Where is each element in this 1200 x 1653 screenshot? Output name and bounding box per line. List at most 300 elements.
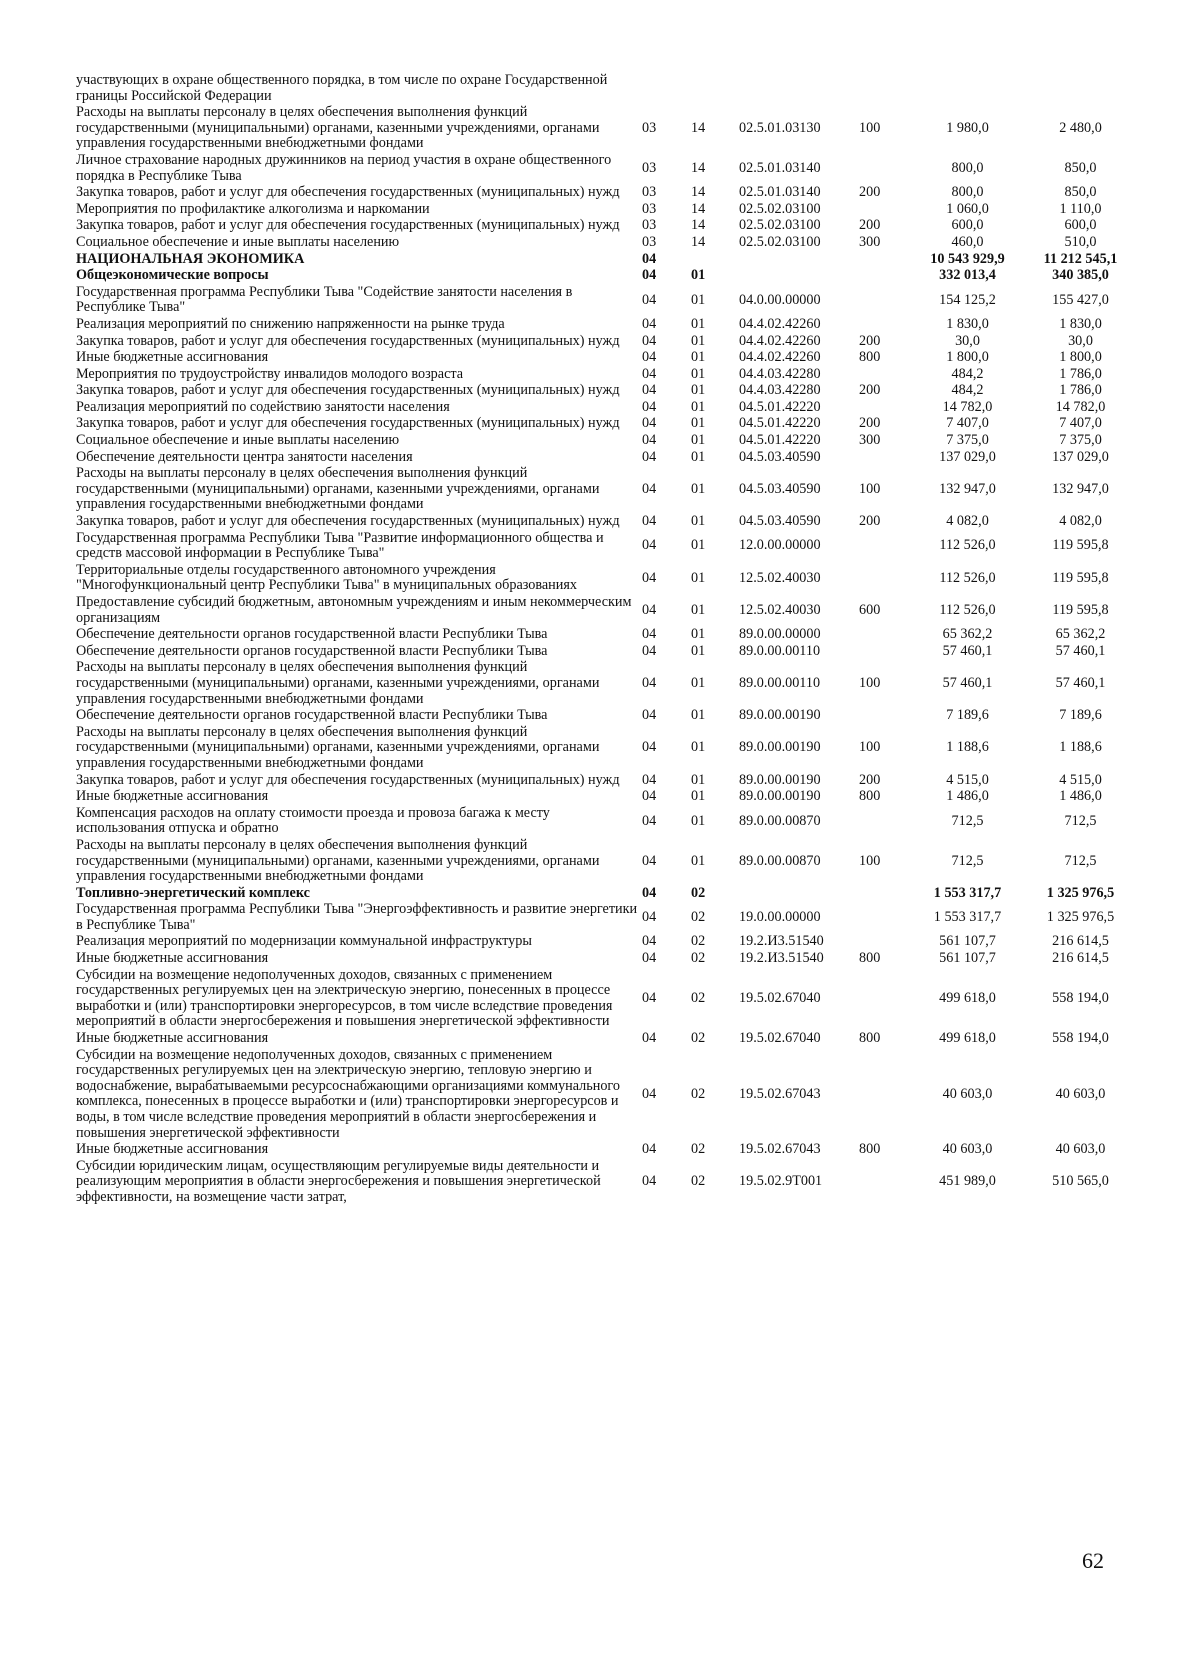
table-row	[76, 627, 1137, 644]
amount-year-2: 11 212 545,1	[1043, 250, 1118, 267]
target-article-code: 02.5.02.03100	[739, 233, 821, 250]
amount-year-1	[911, 73, 1024, 105]
table-row	[76, 1159, 1137, 1207]
target-article-code: 02.5.02.03100	[739, 200, 821, 217]
table-row	[76, 252, 1137, 269]
table-row	[76, 416, 1137, 433]
target-article-code: 04.5.01.42220	[739, 398, 821, 415]
amount-year-1: 40 603,0	[942, 1085, 993, 1102]
section-code: 04	[642, 569, 657, 586]
table-row	[76, 514, 1137, 531]
amount-year-1: 40 603,0	[942, 1141, 993, 1158]
section-code: 03	[642, 217, 657, 234]
row-name: Мероприятия по трудоустройству инвалидов молодого возраста	[76, 365, 464, 382]
table-row	[76, 595, 1137, 627]
expense-type-code: 100	[859, 480, 881, 497]
expense-type-code	[859, 806, 911, 838]
expense-type-code	[859, 968, 911, 1031]
row-name: Закупка товаров, работ и услуг для обеспечения государственных (муниципальных) нужд	[76, 771, 620, 788]
expense-type-code: 200	[859, 382, 881, 399]
table-row	[76, 789, 1137, 806]
table-row	[76, 73, 1137, 105]
expense-type-code	[859, 400, 911, 417]
subsection-code: 02	[691, 1141, 706, 1158]
amount-year-2: 57 460,1	[1055, 674, 1106, 691]
amount-year-1: 4 515,0	[946, 771, 989, 788]
subsection-code: 01	[691, 739, 706, 756]
section-code: 04	[642, 601, 657, 618]
amount-year-2: 1 486,0	[1059, 788, 1102, 805]
target-article-code: 89.0.00.00000	[739, 626, 821, 643]
table-row	[76, 367, 1137, 384]
table-row	[76, 285, 1137, 317]
subsection-code: 02	[691, 909, 706, 926]
amount-year-1: 112 526,0	[939, 537, 996, 554]
expense-type-code	[859, 627, 911, 644]
expense-type-code: 200	[859, 332, 881, 349]
target-article-code: 04.4.03.42280	[739, 382, 821, 399]
subsection-code: 14	[691, 159, 706, 176]
row-name: Иные бюджетные ассигнования	[76, 1030, 269, 1047]
subsection-code: 01	[691, 601, 706, 618]
subsection-code: 01	[691, 332, 706, 349]
expense-type-code: 200	[859, 513, 881, 530]
expense-type-code	[859, 902, 911, 934]
row-name: Закупка товаров, работ и услуг для обеспечения государственных (муниципальных) нужд	[76, 415, 620, 432]
expense-type-code: 200	[859, 415, 881, 432]
row-name: участвующих в охране общественного порядка, в том числе по охране Государственной границы Российской Федерации	[76, 72, 608, 104]
section-code: 04	[642, 480, 657, 497]
subsection-code: 01	[691, 267, 706, 284]
amount-year-2: 65 362,2	[1055, 626, 1106, 643]
amount-year-2: 2 480,0	[1059, 119, 1102, 136]
amount-year-2: 1 325 976,5	[1046, 884, 1115, 901]
table-row	[76, 105, 1137, 153]
target-article-code: 89.0.00.00190	[739, 771, 821, 788]
amount-year-1: 712,5	[951, 812, 984, 829]
row-name: Государственная программа Республики Тыва "Содействие занятости населения в Республике Тыва"	[76, 283, 573, 316]
section-code	[642, 73, 691, 105]
section-code: 04	[642, 990, 657, 1007]
expense-type-code: 100	[859, 852, 881, 869]
amount-year-2: 14 782,0	[1055, 398, 1106, 415]
amount-year-2: 1 830,0	[1059, 315, 1102, 332]
subsection-code: 02	[691, 1030, 706, 1047]
target-article-code: 04.4.03.42280	[739, 365, 821, 382]
table-row	[76, 268, 1137, 285]
section-code: 04	[642, 933, 657, 950]
target-article-code: 02.5.01.03130	[739, 119, 821, 136]
section-code: 04	[642, 1085, 657, 1102]
amount-year-2: 119 595,8	[1052, 569, 1109, 586]
table-row	[76, 1048, 1137, 1143]
table-row	[76, 934, 1137, 951]
target-article-code: 02.5.02.03100	[739, 217, 821, 234]
section-code: 03	[642, 119, 657, 136]
amount-year-1: 1 553 317,7	[933, 909, 1002, 926]
amount-year-1: 499 618,0	[939, 990, 996, 1007]
row-name: Закупка товаров, работ и услуг для обеспечения государственных (муниципальных) нужд	[76, 332, 620, 349]
amount-year-2	[1024, 73, 1137, 105]
amount-year-1: 1 188,6	[946, 739, 989, 756]
section-code: 03	[642, 184, 657, 201]
table-row	[76, 450, 1137, 467]
amount-year-2: 119 595,8	[1052, 601, 1109, 618]
row-name: Предоставление субсидий бюджетным, автономным учреждениям и иным некоммерческим организациям	[76, 594, 632, 626]
table-row	[76, 806, 1137, 838]
table-row	[76, 350, 1137, 367]
table-row	[76, 563, 1137, 595]
target-article-code: 04.5.01.42220	[739, 415, 821, 432]
amount-year-1: 1 553 317,7	[933, 884, 1002, 901]
table-row	[76, 433, 1137, 450]
section-code: 04	[642, 950, 657, 967]
subsection-code: 01	[691, 349, 706, 366]
row-name: Расходы на выплаты персоналу в целях обеспечения выполнения функций государственными (муниципальными) органами, казенными учреждениями, органами управления государственными внебюджетными фондами	[76, 723, 600, 771]
table-row	[76, 531, 1137, 563]
subsection-code	[691, 252, 739, 269]
amount-year-1: 600,0	[951, 217, 984, 234]
expense-type-code	[859, 563, 911, 595]
section-code: 04	[642, 1141, 657, 1158]
expense-type-code	[859, 252, 911, 269]
row-name: Субсидии на возмещение недополученных доходов, связанных с применением государственных регулируемых цен на электрическую энергию, тепловую энергию и водоснабжение, вырабатываемыми ресурсоснабжающими организациями коммунального комплекса, понесенных в процессе выработки и (или) транспортировки энергоресурсов и воды, в том числе вследствие проведения мероприятий в области энергосбережения и повышения энергетической эффективности	[76, 1046, 620, 1141]
expense-type-code	[859, 73, 911, 105]
budget-table	[76, 73, 1137, 1207]
amount-year-1: 30,0	[955, 332, 980, 349]
amount-year-2: 40 603,0	[1055, 1085, 1106, 1102]
table-row	[76, 660, 1137, 708]
target-article-code: 12.5.02.40030	[739, 569, 821, 586]
expense-type-code: 100	[859, 674, 881, 691]
section-code: 04	[642, 448, 657, 465]
subsection-code: 14	[691, 200, 706, 217]
table-row	[76, 218, 1137, 235]
amount-year-1: 332 013,4	[939, 267, 996, 284]
subsection-code: 01	[691, 513, 706, 530]
row-name: Субсидии на возмещение недополученных доходов, связанных с применением государственных регулируемых цен на электрическую энергию, понесенных в процессе выработки и (или) транспортировки энергоресурсов, в том числе вследствие проведения мероприятий в области энергосбережения и повышения энергетической эффективности	[76, 966, 613, 1030]
table-row	[76, 725, 1137, 773]
amount-year-2: 1 786,0	[1059, 365, 1102, 382]
table-row	[76, 153, 1137, 185]
row-name: Закупка товаров, работ и услуг для обеспечения государственных (муниципальных) нужд	[76, 217, 620, 234]
expense-type-code	[859, 644, 911, 661]
subsection-code: 02	[691, 990, 706, 1007]
amount-year-2: 1 800,0	[1059, 349, 1102, 366]
subsection-code: 01	[691, 788, 706, 805]
row-name: Государственная программа Республики Тыва "Энергоэффективность и развитие энергетики в Республике Тыва"	[76, 901, 638, 933]
expense-type-code	[859, 531, 911, 563]
expense-type-code: 800	[859, 349, 881, 366]
amount-year-2: 4 515,0	[1059, 771, 1102, 788]
section-code: 04	[642, 250, 657, 267]
target-article-code	[739, 252, 859, 269]
amount-year-1: 7 375,0	[946, 432, 989, 449]
amount-year-2: 712,5	[1064, 812, 1097, 829]
target-article-code: 19.5.02.67043	[739, 1141, 821, 1158]
section-code: 04	[642, 513, 657, 530]
target-article-code: 04.5.03.40590	[739, 448, 821, 465]
subsection-code: 14	[691, 119, 706, 136]
row-name: Расходы на выплаты персоналу в целях обеспечения выполнения функций государственными (муниципальными) органами, казенными учреждениями, органами управления государственными внебюджетными фондами	[76, 659, 600, 707]
amount-year-2: 340 385,0	[1052, 267, 1109, 284]
amount-year-1: 132 947,0	[939, 480, 996, 497]
amount-year-1: 800,0	[951, 184, 984, 201]
target-article-code: 19.5.02.67040	[739, 1030, 821, 1047]
subsection-code: 02	[691, 950, 706, 967]
expense-type-code: 300	[859, 233, 881, 250]
section-code: 04	[642, 349, 657, 366]
table-row	[76, 838, 1137, 886]
section-code: 04	[642, 909, 657, 926]
amount-year-1: 1 830,0	[946, 315, 989, 332]
amount-year-2: 7 189,6	[1059, 707, 1102, 724]
row-name: Мероприятия по профилактике алкоголизма и наркомании	[76, 200, 430, 217]
expense-type-code	[859, 268, 911, 285]
target-article-code: 12.0.00.00000	[739, 537, 821, 554]
section-code: 04	[642, 291, 657, 308]
amount-year-2: 600,0	[1064, 217, 1097, 234]
target-article-code: 19.5.02.9Т001	[739, 1173, 823, 1190]
table-row	[76, 886, 1137, 903]
amount-year-1: 561 107,7	[939, 933, 996, 950]
amount-year-2: 40 603,0	[1055, 1141, 1106, 1158]
expense-type-code: 300	[859, 432, 881, 449]
section-code: 04	[642, 674, 657, 691]
section-code: 04	[642, 852, 657, 869]
target-article-code: 89.0.00.00870	[739, 852, 821, 869]
amount-year-1: 499 618,0	[939, 1030, 996, 1047]
target-article-code: 89.0.00.00110	[739, 674, 821, 691]
row-name: Обеспечение деятельности органов государственной власти Республики Тыва	[76, 642, 548, 659]
subsection-code: 01	[691, 398, 706, 415]
subsection-code: 02	[691, 1173, 706, 1190]
row-name: Иные бюджетные ассигнования	[76, 788, 269, 805]
row-name: Закупка товаров, работ и услуг для обеспечения государственных (муниципальных) нужд	[76, 513, 620, 530]
expense-type-code	[859, 450, 911, 467]
subsection-code	[691, 73, 739, 105]
table-row	[76, 317, 1137, 334]
amount-year-1: 484,2	[951, 382, 984, 399]
amount-year-1: 460,0	[951, 233, 984, 250]
row-name: Закупка товаров, работ и услуг для обеспечения государственных (муниципальных) нужд	[76, 184, 620, 201]
row-name: Общеэкономические вопросы	[76, 267, 269, 284]
amount-year-1: 1 486,0	[946, 788, 989, 805]
table-row	[76, 466, 1137, 514]
section-code: 04	[642, 707, 657, 724]
subsection-code: 01	[691, 569, 706, 586]
target-article-code: 04.5.03.40590	[739, 480, 821, 497]
target-article-code: 19.5.02.67040	[739, 990, 821, 1007]
amount-year-2: 1 325 976,5	[1046, 909, 1115, 926]
row-name: Иные бюджетные ассигнования	[76, 1141, 269, 1158]
target-article-code: 89.0.00.00870	[739, 812, 821, 829]
target-article-code: 89.0.00.00190	[739, 788, 821, 805]
subsection-code: 01	[691, 707, 706, 724]
section-code: 04	[642, 1173, 657, 1190]
amount-year-1: 1 980,0	[946, 119, 989, 136]
row-name: Социальное обеспечение и иные выплаты населению	[76, 233, 400, 250]
expense-type-code	[859, 285, 911, 317]
expense-type-code	[859, 367, 911, 384]
section-code: 04	[642, 315, 657, 332]
expense-type-code: 100	[859, 739, 881, 756]
expense-type-code: 100	[859, 119, 881, 136]
table-row	[76, 902, 1137, 934]
amount-year-2: 216 614,5	[1052, 950, 1109, 967]
subsection-code: 01	[691, 537, 706, 554]
amount-year-1: 112 526,0	[939, 569, 996, 586]
amount-year-1: 57 460,1	[942, 674, 993, 691]
subsection-code: 14	[691, 233, 706, 250]
amount-year-2: 510,0	[1064, 233, 1097, 250]
expense-type-code: 800	[859, 1030, 881, 1047]
target-article-code: 02.5.01.03140	[739, 184, 821, 201]
row-name: Компенсация расходов на оплату стоимости проезда и провоза багажа к месту использования отпуска и обратно	[76, 804, 550, 837]
row-name: Территориальные отделы государственного автономного учреждения "Многофункциональный центр Республики Тыва" в муниципальных образованиях	[76, 561, 577, 594]
section-code: 03	[642, 233, 657, 250]
amount-year-2: 712,5	[1064, 852, 1097, 869]
expense-type-code	[859, 934, 911, 951]
section-code: 04	[642, 626, 657, 643]
row-name: Социальное обеспечение и иные выплаты населению	[76, 432, 400, 449]
row-name: Субсидии юридическим лицам, осуществляющим регулируемые виды деятельности и реализующим мероприятия в области энергосбережения и повышения энергетической эффективности, на возмещение части затрат,	[76, 1157, 601, 1205]
expense-type-code	[859, 153, 911, 185]
amount-year-1: 7 189,6	[946, 707, 989, 724]
target-article-code: 04.5.03.40590	[739, 513, 821, 530]
expense-type-code: 800	[859, 788, 881, 805]
expense-type-code	[859, 317, 911, 334]
amount-year-2: 216 614,5	[1052, 933, 1109, 950]
section-code: 04	[642, 884, 657, 901]
subsection-code: 01	[691, 812, 706, 829]
expense-type-code: 200	[859, 771, 881, 788]
subsection-code: 01	[691, 771, 706, 788]
table-row	[76, 185, 1137, 202]
amount-year-2: 137 029,0	[1052, 448, 1109, 465]
amount-year-1: 800,0	[951, 159, 984, 176]
amount-year-1: 137 029,0	[939, 448, 996, 465]
amount-year-1: 484,2	[951, 365, 984, 382]
target-article-code: 04.0.00.00000	[739, 291, 821, 308]
amount-year-2: 57 460,1	[1055, 642, 1106, 659]
amount-year-2: 510 565,0	[1052, 1173, 1109, 1190]
subsection-code: 02	[691, 884, 706, 901]
row-name: Обеспечение деятельности центра занятости населения	[76, 448, 413, 465]
target-article-code: 04.4.02.42260	[739, 332, 821, 349]
target-article-code: 02.5.01.03140	[739, 159, 821, 176]
row-name: Расходы на выплаты персоналу в целях обеспечения выполнения функций государственными (муниципальными) органами, казенными учреждениями, органами управления государственными внебюджетными фондами	[76, 836, 600, 885]
subsection-code: 01	[691, 365, 706, 382]
amount-year-1: 65 362,2	[942, 626, 993, 643]
row-name: Обеспечение деятельности органов государственной власти Республики Тыва	[76, 707, 548, 724]
expense-type-code	[859, 708, 911, 725]
amount-year-2: 850,0	[1064, 184, 1097, 201]
amount-year-1: 712,5	[951, 852, 984, 869]
amount-year-2: 558 194,0	[1052, 990, 1109, 1007]
row-name: НАЦИОНАЛЬНАЯ ЭКОНОМИКА	[76, 250, 305, 267]
subsection-code: 01	[691, 432, 706, 449]
row-name: Обеспечение деятельности органов государственной власти Республики Тыва	[76, 626, 548, 643]
section-code: 04	[642, 1030, 657, 1047]
amount-year-2: 1 110,0	[1059, 200, 1102, 217]
table-row	[76, 400, 1137, 417]
table-row	[76, 951, 1137, 968]
expense-type-code: 800	[859, 950, 881, 967]
amount-year-2: 850,0	[1064, 159, 1097, 176]
table-row	[76, 235, 1137, 252]
section-code: 04	[642, 537, 657, 554]
subsection-code: 02	[691, 933, 706, 950]
target-article-code: 89.0.00.00190	[739, 707, 821, 724]
amount-year-2: 1 786,0	[1059, 382, 1102, 399]
subsection-code: 01	[691, 448, 706, 465]
subsection-code: 01	[691, 415, 706, 432]
section-code: 04	[642, 398, 657, 415]
subsection-code: 01	[691, 674, 706, 691]
amount-year-2: 155 427,0	[1052, 291, 1109, 308]
target-article-code	[739, 73, 859, 105]
section-code: 03	[642, 159, 657, 176]
subsection-code: 14	[691, 217, 706, 234]
row-name: Иные бюджетные ассигнования	[76, 349, 269, 366]
row-name: Реализация мероприятий по снижению напряженности на рынке труда	[76, 315, 505, 332]
target-article-code: 12.5.02.40030	[739, 601, 821, 618]
table-row	[76, 202, 1137, 219]
section-code: 04	[642, 771, 657, 788]
target-article-code: 04.5.01.42220	[739, 432, 821, 449]
expense-type-code: 600	[859, 601, 881, 618]
target-article-code	[739, 886, 859, 903]
target-article-code: 89.0.00.00190	[739, 739, 821, 756]
section-code: 04	[642, 432, 657, 449]
subsection-code: 01	[691, 852, 706, 869]
amount-year-1: 561 107,7	[939, 950, 996, 967]
table-row	[76, 644, 1137, 661]
row-name: Закупка товаров, работ и услуг для обеспечения государственных (муниципальных) нужд	[76, 382, 620, 399]
expense-type-code: 200	[859, 217, 881, 234]
table-row	[76, 1142, 1137, 1159]
target-article-code: 04.4.02.42260	[739, 315, 821, 332]
target-article-code: 19.2.И3.51540	[739, 933, 824, 950]
table-row	[76, 334, 1137, 351]
subsection-code: 01	[691, 315, 706, 332]
section-code: 04	[642, 382, 657, 399]
expense-type-code	[859, 1048, 911, 1143]
target-article-code	[739, 268, 859, 285]
subsection-code: 14	[691, 184, 706, 201]
section-code: 04	[642, 788, 657, 805]
section-code: 04	[642, 739, 657, 756]
amount-year-2: 1 188,6	[1059, 739, 1102, 756]
subsection-code: 01	[691, 291, 706, 308]
amount-year-2: 132 947,0	[1052, 480, 1109, 497]
section-code: 04	[642, 267, 657, 284]
row-name: Топливно-энергетический комплекс	[76, 884, 310, 901]
amount-year-1: 1 800,0	[946, 349, 989, 366]
table-row	[76, 708, 1137, 725]
amount-year-1: 14 782,0	[942, 398, 993, 415]
expense-type-code: 200	[859, 184, 881, 201]
target-article-code: 04.4.02.42260	[739, 349, 821, 366]
target-article-code: 19.5.02.67043	[739, 1085, 821, 1102]
expense-type-code	[859, 202, 911, 219]
row-name: Государственная программа Республики Тыва "Развитие информационного общества и средств массовой информации в Республике Тыва"	[76, 529, 604, 562]
section-code: 04	[642, 365, 657, 382]
amount-year-2: 4 082,0	[1059, 513, 1102, 530]
subsection-code: 01	[691, 626, 706, 643]
expense-type-code	[859, 886, 911, 903]
